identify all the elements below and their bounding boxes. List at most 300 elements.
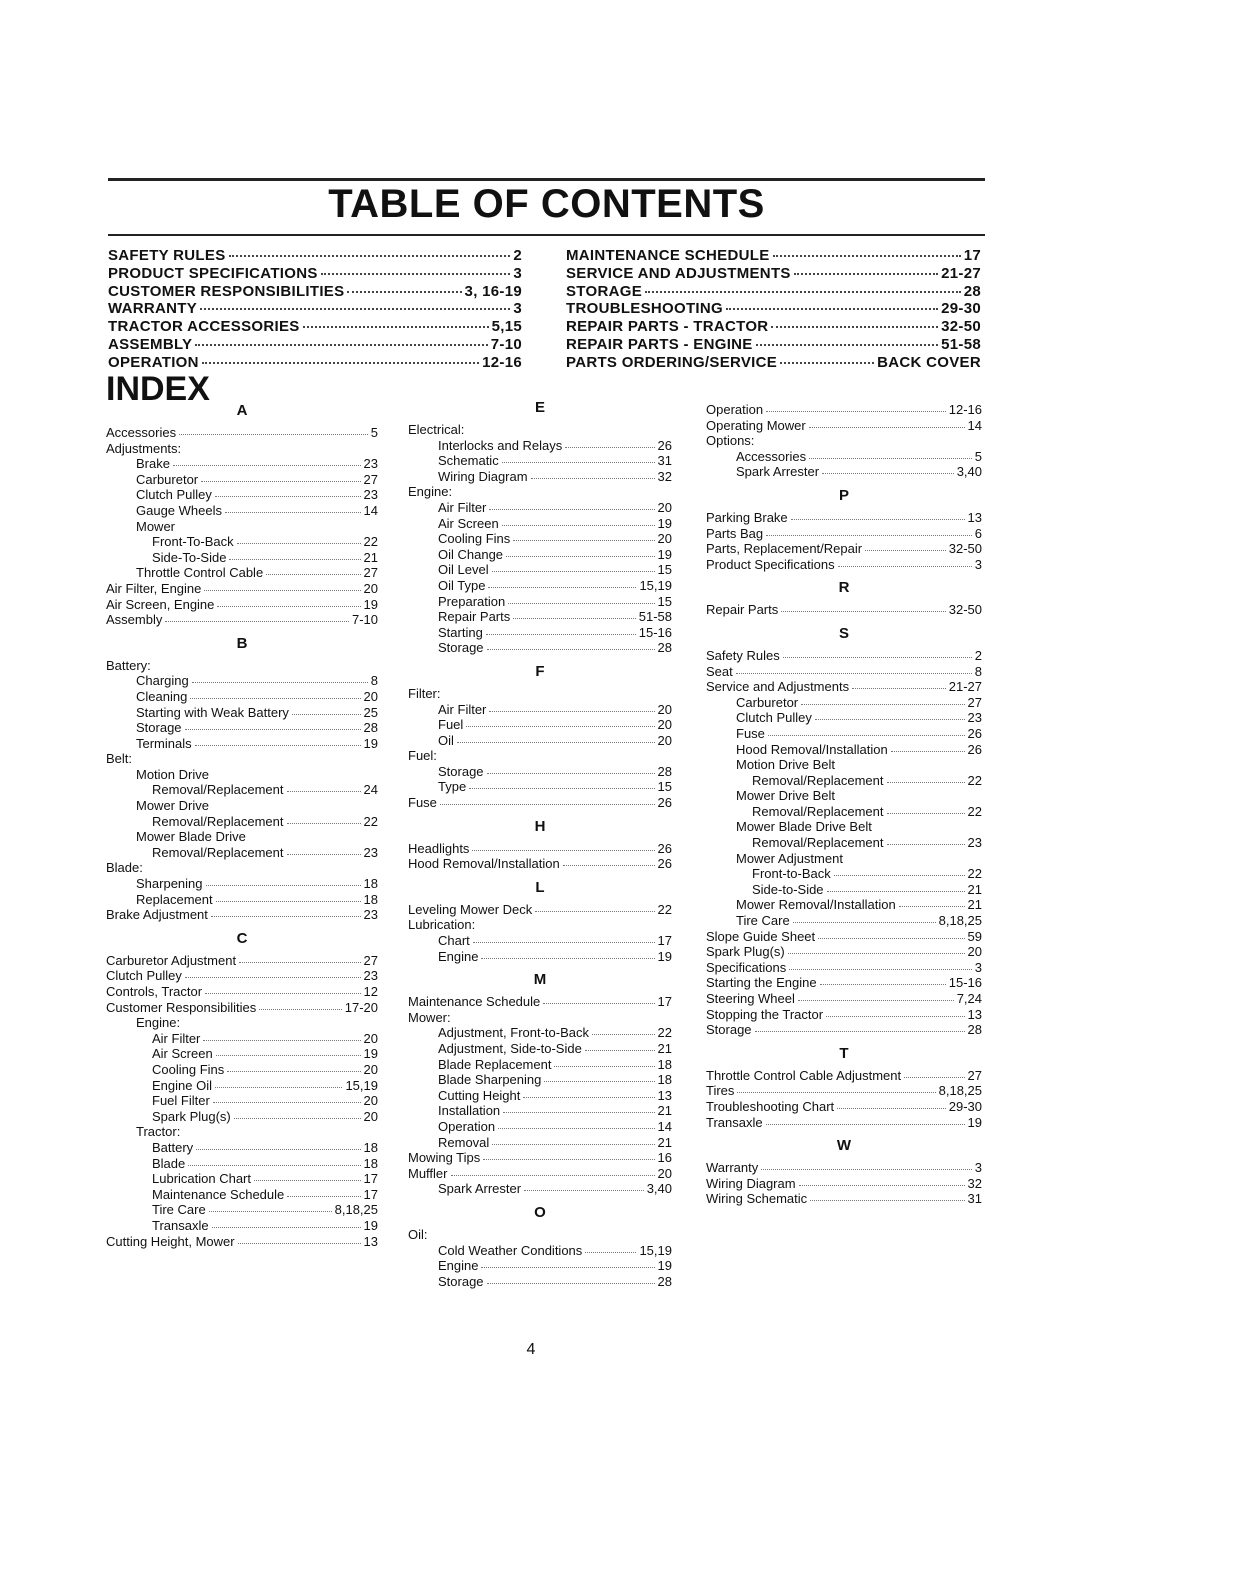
index-entry[interactable] <box>408 609 672 625</box>
index-entry[interactable] <box>106 751 378 767</box>
index-entry-label: Blade: <box>106 860 143 876</box>
index-entry-page: 20 <box>657 499 672 515</box>
index-entry[interactable] <box>706 418 982 434</box>
index-entry[interactable] <box>106 845 378 861</box>
index-entry[interactable] <box>408 779 672 795</box>
index-entry[interactable] <box>408 856 672 872</box>
toc-label: PARTS ORDERING/SERVICE <box>566 353 778 371</box>
index-entry[interactable] <box>706 1160 982 1176</box>
index-entry-label: Oil <box>438 732 454 748</box>
toc-row[interactable] <box>108 300 522 318</box>
index-entry[interactable] <box>106 550 378 566</box>
dot-leader <box>195 344 487 346</box>
dot-leader <box>165 621 349 622</box>
index-entry[interactable] <box>408 949 672 965</box>
index-letter-heading: A <box>236 402 248 419</box>
index-entry-page: 19 <box>657 515 672 531</box>
index-entry[interactable] <box>706 851 982 867</box>
index-entry[interactable] <box>706 835 982 851</box>
index-entry-page: 15 <box>657 779 672 795</box>
index-entry[interactable] <box>706 557 982 573</box>
index-letter-heading: H <box>534 817 546 835</box>
index-entry[interactable] <box>408 578 672 594</box>
index-entry[interactable] <box>706 866 982 882</box>
index-entry-page: 26 <box>657 856 672 872</box>
index-entry[interactable] <box>106 782 378 798</box>
index-entry-label: Removal/Replacement <box>152 782 284 798</box>
index-entry[interactable] <box>106 658 378 674</box>
toc-right-column <box>566 247 981 372</box>
index-entry[interactable] <box>106 892 378 908</box>
index-entry[interactable] <box>106 487 378 503</box>
dot-leader <box>487 649 655 650</box>
index-entry-label: Stopping the Tractor <box>706 1006 824 1022</box>
index-entry[interactable] <box>106 612 378 628</box>
index-entry-label: Replacement <box>136 891 213 907</box>
index-entry[interactable] <box>408 994 672 1010</box>
index-entry-label: Parts Bag <box>706 525 764 541</box>
index-entry-label: Charging <box>136 673 189 689</box>
index-entry-label: Tire Care <box>736 913 790 929</box>
index-entry[interactable] <box>106 1015 378 1031</box>
toc-row[interactable] <box>566 318 981 336</box>
index-entry[interactable] <box>408 484 672 500</box>
dot-leader <box>818 938 964 939</box>
index-entry[interactable] <box>706 402 982 418</box>
index-section <box>706 486 982 572</box>
index-entry[interactable] <box>706 1176 982 1192</box>
index-entry[interactable] <box>106 1109 378 1125</box>
dot-leader <box>887 813 965 814</box>
index-entry-page: 20 <box>657 717 672 733</box>
toc-row[interactable] <box>566 300 981 318</box>
index-entry-page: 21 <box>363 549 378 565</box>
index-entry[interactable] <box>408 917 672 933</box>
dot-leader <box>488 587 636 588</box>
index-entry[interactable] <box>106 441 378 457</box>
dot-leader <box>799 1185 965 1186</box>
index-entry-page: 20 <box>657 732 672 748</box>
dot-leader <box>237 543 361 544</box>
index-entry[interactable] <box>408 1150 672 1166</box>
index-entry[interactable] <box>106 907 378 923</box>
index-entry-label: Leveling Mower Deck <box>408 901 533 917</box>
index-entry-page: 17 <box>363 1186 378 1202</box>
index-section <box>706 1136 982 1207</box>
index-entry-label: Gauge Wheels <box>136 502 222 518</box>
index-entry-label: Electrical: <box>408 422 465 437</box>
dot-leader <box>216 1055 361 1056</box>
index-entry[interactable] <box>706 695 982 711</box>
index-entry[interactable] <box>706 757 982 773</box>
index-entry-label: Carburetor <box>136 471 199 487</box>
index-entry-page: 32 <box>967 1175 982 1191</box>
index-column-1 <box>106 401 378 1249</box>
index-entry-page: 22 <box>363 813 378 829</box>
index-entry[interactable] <box>106 519 378 535</box>
index-entry[interactable] <box>106 1124 378 1140</box>
dot-leader <box>489 509 654 510</box>
index-entry-label: Throttle Control Cable <box>136 565 264 581</box>
index-entry[interactable] <box>408 500 672 516</box>
index-entry-page: 23 <box>967 835 982 851</box>
index-entry-page: 6 <box>974 525 982 541</box>
index-entry[interactable] <box>408 438 672 454</box>
dot-leader <box>179 434 368 435</box>
index-entry[interactable] <box>408 717 672 733</box>
index-entry[interactable] <box>408 795 672 811</box>
index-entry[interactable] <box>106 1093 378 1109</box>
index-entry[interactable] <box>106 1078 378 1094</box>
dot-leader <box>585 1050 655 1051</box>
index-section <box>408 662 672 811</box>
index-entry[interactable] <box>706 1115 982 1131</box>
index-entry[interactable] <box>106 597 378 613</box>
index-entry-page: 15 <box>657 593 672 609</box>
index-entry[interactable] <box>408 453 672 469</box>
index-entry-label: Starting the Engine <box>706 975 817 991</box>
index-entry-label: Engine <box>438 1258 479 1274</box>
index-entry[interactable] <box>706 1099 982 1115</box>
dot-leader <box>481 958 654 959</box>
index-entry-label: Brake <box>136 456 170 472</box>
index-entry[interactable] <box>706 804 982 820</box>
index-entry-label: Tractor: <box>136 1124 181 1140</box>
index-entry[interactable] <box>706 960 982 976</box>
index-entry[interactable] <box>408 1135 672 1151</box>
index-entry[interactable] <box>706 526 982 542</box>
index-entry[interactable] <box>706 541 982 557</box>
index-entry[interactable] <box>106 876 378 892</box>
toc-row[interactable] <box>566 354 981 372</box>
index-entry-label: Storage <box>438 763 484 779</box>
index-entry[interactable] <box>106 705 378 721</box>
dot-leader <box>203 1040 360 1041</box>
index-entry[interactable] <box>408 1041 672 1057</box>
dot-leader <box>887 844 965 845</box>
index-entry[interactable] <box>106 534 378 550</box>
dot-leader <box>321 273 511 275</box>
dot-leader <box>215 1087 342 1088</box>
dot-leader <box>266 574 360 575</box>
toc-row[interactable] <box>108 247 522 265</box>
index-entry[interactable] <box>408 1243 672 1259</box>
index-entry-page: 18 <box>363 876 378 892</box>
index-entry[interactable] <box>408 1010 672 1026</box>
index-entry[interactable] <box>106 829 378 845</box>
index-section <box>706 402 982 480</box>
index-entry-page: 7-10 <box>351 612 378 628</box>
index-entry-label: Maintenance Schedule <box>408 994 541 1010</box>
toc-label: SAFETY RULES <box>108 247 226 264</box>
toc-row[interactable] <box>566 247 981 265</box>
dot-leader <box>506 556 654 557</box>
index-entry-label: Belt: <box>106 751 133 767</box>
index-entry[interactable] <box>106 767 378 783</box>
index-entry[interactable] <box>106 798 378 814</box>
index-entry[interactable] <box>408 640 672 656</box>
index-letter-heading: S <box>838 624 849 642</box>
index-entry[interactable] <box>408 516 672 532</box>
index-entry[interactable] <box>106 1046 378 1062</box>
index-entry[interactable] <box>706 1068 982 1084</box>
index-section <box>408 970 672 1197</box>
index-entry-page: 2 <box>974 647 982 663</box>
index-entry-label: Oil Level <box>438 562 489 578</box>
toc-page-number: 3, 16-19 <box>464 282 522 300</box>
index-entry-label: Operating Mower <box>706 417 806 433</box>
index-entry[interactable] <box>408 1025 672 1041</box>
index-entry[interactable] <box>408 1072 672 1088</box>
index-entry[interactable] <box>706 726 982 742</box>
index-entry[interactable] <box>706 679 982 695</box>
dot-leader <box>524 1190 644 1191</box>
index-entry-page: 23 <box>363 844 378 860</box>
index-entry-page: 18 <box>657 1072 672 1088</box>
index-entry[interactable] <box>408 1258 672 1274</box>
index-entry[interactable] <box>106 1031 378 1047</box>
index-entry[interactable] <box>408 1088 672 1104</box>
index-entry[interactable] <box>106 720 378 736</box>
index-entry[interactable] <box>106 1234 378 1250</box>
dot-leader <box>513 618 636 619</box>
index-entry[interactable] <box>706 1022 982 1038</box>
index-entry-page: 32-50 <box>948 602 982 618</box>
dot-leader <box>810 1200 964 1201</box>
index-entry-page: 12 <box>363 984 378 999</box>
toc-title: TABLE OF CONTENTS <box>328 182 765 226</box>
index-entry-page: 59 <box>967 928 982 944</box>
index-entry[interactable] <box>408 841 672 857</box>
index-entry-label: Customer Responsibilities <box>106 999 257 1015</box>
index-section <box>706 1044 982 1130</box>
index-entry[interactable] <box>408 594 672 610</box>
index-entry-label: Side-to-Side <box>752 881 824 897</box>
index-entry[interactable] <box>408 1227 672 1243</box>
toc-row[interactable] <box>566 336 981 354</box>
dot-leader <box>585 1252 636 1253</box>
toc-label: OPERATION <box>108 353 199 371</box>
index-entry[interactable] <box>106 1187 378 1203</box>
index-entry-label: Sharpening <box>136 876 203 892</box>
index-entry[interactable] <box>106 503 378 519</box>
dot-leader <box>554 1066 654 1067</box>
index-entry[interactable] <box>408 1119 672 1135</box>
toc-page-number: 2 <box>513 247 522 264</box>
index-entry[interactable] <box>706 1007 982 1023</box>
toc-label: PRODUCT SPECIFICATIONS <box>108 264 318 282</box>
index-entry[interactable] <box>706 648 982 664</box>
index-entry[interactable] <box>706 913 982 929</box>
dot-leader <box>788 953 965 954</box>
index-entry[interactable] <box>106 425 378 441</box>
index-letter-heading: E <box>534 399 545 416</box>
dot-leader <box>781 611 946 612</box>
index-entry-label: Air Filter <box>152 1030 201 1046</box>
index-entry[interactable] <box>706 710 982 726</box>
toc-row[interactable] <box>566 265 981 283</box>
index-entry[interactable] <box>106 1218 378 1234</box>
index-entry-page: 22 <box>967 772 982 788</box>
index-entry-label: Adjustment, Front-to-Back <box>438 1025 589 1041</box>
index-entry[interactable] <box>706 991 982 1007</box>
index-entry[interactable] <box>706 449 982 465</box>
index-entry-page: 28 <box>657 640 672 656</box>
dot-leader <box>211 916 361 917</box>
index-entry[interactable] <box>408 764 672 780</box>
index-entry[interactable] <box>106 1156 378 1172</box>
toc-row[interactable] <box>108 265 522 283</box>
index-entry-page: 13 <box>657 1087 672 1103</box>
index-entry-label: Brake Adjustment <box>106 907 208 923</box>
index-entry[interactable] <box>106 1202 378 1218</box>
dot-leader <box>205 993 360 994</box>
index-entry[interactable] <box>106 968 378 984</box>
index-entry-page: 15-16 <box>638 624 672 640</box>
index-entry[interactable] <box>106 472 378 488</box>
dot-leader <box>188 1165 360 1166</box>
index-entry[interactable] <box>706 1191 982 1207</box>
toc-row[interactable] <box>108 336 522 354</box>
index-entry[interactable] <box>706 788 982 804</box>
index-entry[interactable] <box>706 664 982 680</box>
index-entry[interactable] <box>408 625 672 641</box>
index-entry-label: Clutch Pulley <box>106 968 182 984</box>
index-entry[interactable] <box>408 686 672 702</box>
index-entry[interactable] <box>706 929 982 945</box>
toc-label: REPAIR PARTS - ENGINE <box>566 335 753 353</box>
index-entry[interactable] <box>106 689 378 705</box>
index-section <box>408 1203 672 1289</box>
index-entry[interactable] <box>706 1083 982 1099</box>
index-entry-page: 28 <box>363 720 378 736</box>
dot-leader <box>209 1211 332 1212</box>
index-entry[interactable] <box>106 860 378 876</box>
index-entry-label: Mower Drive <box>136 798 209 814</box>
index-entry[interactable] <box>408 422 672 438</box>
index-entry[interactable] <box>106 1140 378 1156</box>
index-entry[interactable] <box>106 814 378 830</box>
dot-leader <box>766 535 972 536</box>
dot-leader <box>771 326 938 328</box>
index-entry-label: Operation <box>438 1118 496 1134</box>
index-entry[interactable] <box>106 1062 378 1078</box>
dot-leader <box>466 726 654 727</box>
index-entry-label: Blade Replacement <box>438 1056 552 1072</box>
index-entry[interactable] <box>706 464 982 480</box>
dot-leader <box>201 481 360 482</box>
index-entry[interactable] <box>106 984 378 1000</box>
index-entry-page: 5 <box>974 448 982 464</box>
index-entry-label: Air Filter <box>438 499 487 515</box>
index-entry[interactable] <box>706 897 982 913</box>
dot-leader <box>809 458 972 459</box>
index-entry[interactable] <box>106 673 378 689</box>
index-entry[interactable] <box>706 433 982 449</box>
dot-leader <box>229 559 360 560</box>
index-entry-label: Type <box>438 779 467 795</box>
index-entry-page: 32-50 <box>948 541 982 557</box>
index-entry[interactable] <box>106 581 378 597</box>
toc-row[interactable] <box>108 318 522 336</box>
index-entry[interactable] <box>408 531 672 547</box>
dot-leader <box>227 1071 360 1072</box>
dot-leader <box>513 540 654 541</box>
dot-leader <box>801 704 964 705</box>
index-entry-page: 21 <box>657 1134 672 1150</box>
index-entry[interactable] <box>106 1000 378 1016</box>
toc-row[interactable] <box>108 283 522 301</box>
index-entry-page: 27 <box>363 471 378 487</box>
dot-leader <box>200 308 510 310</box>
dot-leader <box>287 791 361 792</box>
dot-leader <box>287 1196 360 1197</box>
index-entry-page: 15-16 <box>948 975 982 991</box>
toc-row[interactable] <box>108 354 522 372</box>
index-entry[interactable] <box>408 702 672 718</box>
index-entry[interactable] <box>706 602 982 618</box>
index-entry[interactable] <box>106 953 378 969</box>
index-entry-page: 22 <box>967 803 982 819</box>
index-entry-page: 18 <box>363 1155 378 1171</box>
index-entry[interactable] <box>706 819 982 835</box>
dot-leader <box>827 891 965 892</box>
index-entry[interactable] <box>408 1103 672 1119</box>
dot-leader <box>489 711 654 712</box>
index-entry-page: 15 <box>657 562 672 578</box>
dot-leader <box>502 525 655 526</box>
index-entry[interactable] <box>706 742 982 758</box>
index-entry-label: Mower Blade Drive <box>136 829 246 845</box>
index-entry-label: Cooling Fins <box>438 531 511 547</box>
index-entry[interactable] <box>106 1171 378 1187</box>
index-entry-page: 19 <box>967 1114 982 1130</box>
index-section <box>408 817 672 872</box>
index-column-3 <box>706 402 982 1207</box>
index-entry[interactable] <box>106 456 378 472</box>
index-entry[interactable] <box>106 565 378 581</box>
index-entry[interactable] <box>408 469 672 485</box>
index-entry[interactable] <box>408 1166 672 1182</box>
index-entry[interactable] <box>408 547 672 563</box>
index-entry[interactable] <box>408 902 672 918</box>
index-entry[interactable] <box>408 748 672 764</box>
index-entry[interactable] <box>106 736 378 752</box>
index-entry[interactable] <box>408 1274 672 1290</box>
toc-label: MAINTENANCE SCHEDULE <box>566 247 770 264</box>
index-entry[interactable] <box>706 773 982 789</box>
index-entry[interactable] <box>408 1057 672 1073</box>
index-entry-page: 12-16 <box>948 402 982 417</box>
index-entry[interactable] <box>408 733 672 749</box>
index-entry-page: 29-30 <box>948 1098 982 1114</box>
index-entry[interactable] <box>706 944 982 960</box>
index-entry[interactable] <box>706 975 982 991</box>
index-entry-page: 32 <box>657 468 672 484</box>
index-entry[interactable] <box>408 562 672 578</box>
toc-row[interactable] <box>566 283 981 301</box>
index-entry[interactable] <box>706 882 982 898</box>
index-entry[interactable] <box>706 510 982 526</box>
index-entry[interactable] <box>408 933 672 949</box>
index-entry-label: Removal/Replacement <box>152 844 284 860</box>
index-entry-label: Fuel Filter <box>152 1093 210 1109</box>
index-entry[interactable] <box>408 1181 672 1197</box>
dot-leader <box>834 875 965 876</box>
index-entry-page: 17 <box>363 1171 378 1187</box>
index-entry-page: 28 <box>657 1273 672 1289</box>
index-entry-label: Safety Rules <box>706 647 780 663</box>
